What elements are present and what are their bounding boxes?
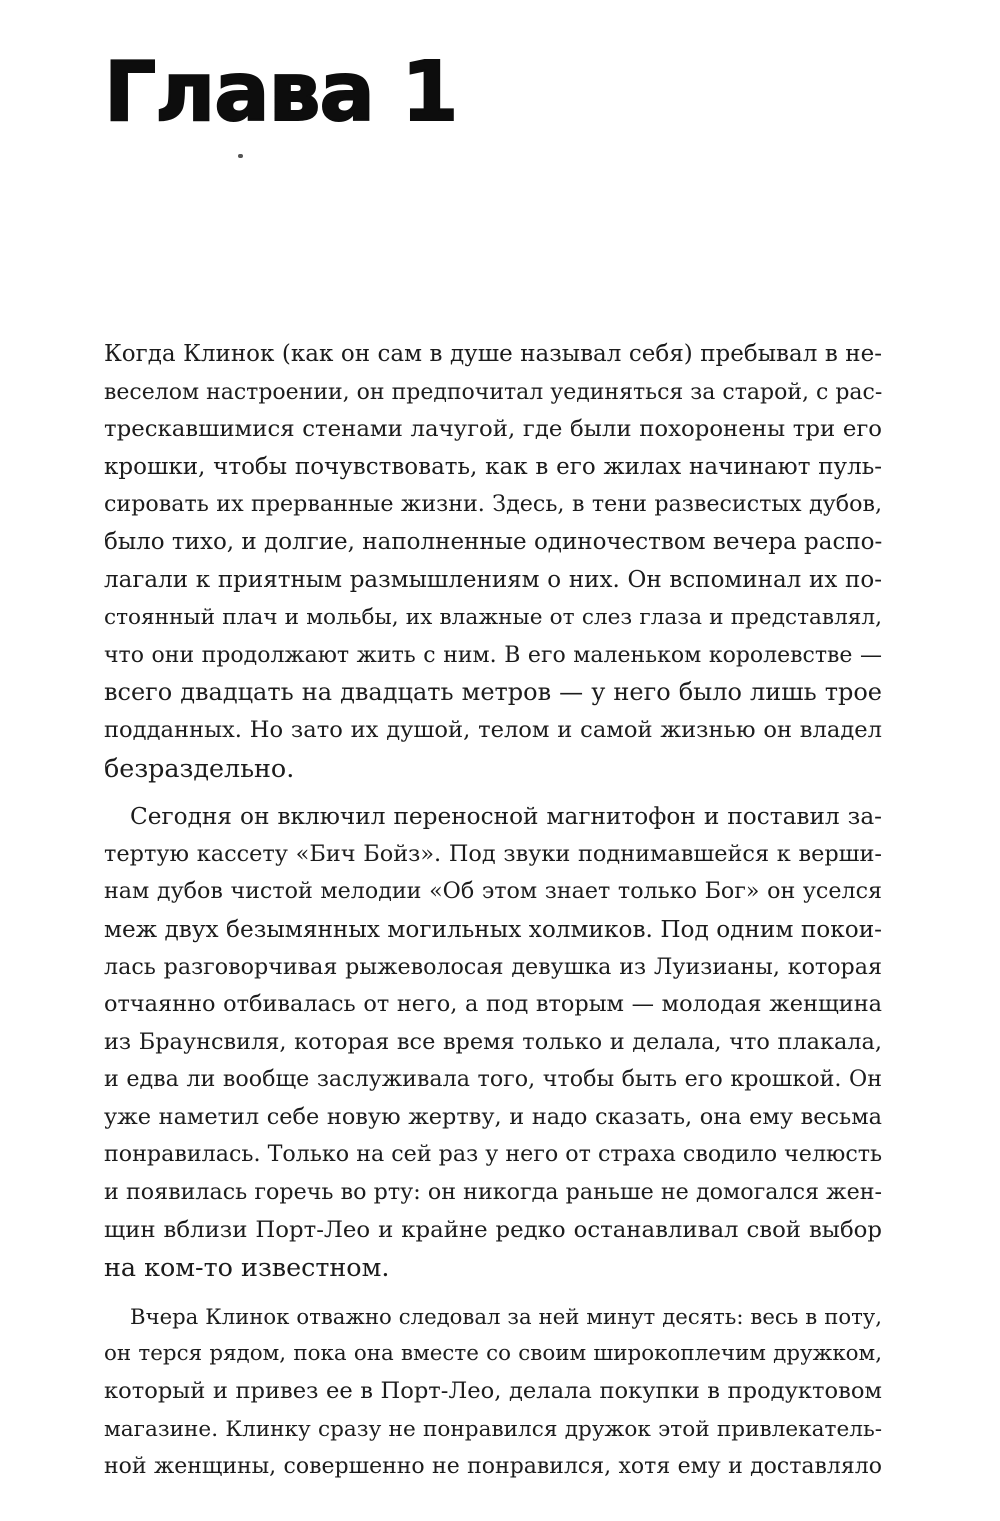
text-line: тертую кассету «Бич Бойз». Под звуки поднимавшейся к верши- <box>104 840 882 867</box>
text-line: отчаянно отбивалась от него, а под вторым — молодая женщина <box>104 991 882 1018</box>
text-line: на ком-то известном. <box>104 1252 390 1283</box>
text-line: щин вблизи Порт-Лео и крайне редко останавливал свой выбор <box>104 1216 882 1243</box>
paragraph <box>104 336 882 787</box>
text-line: подданных. Но зато их душой, телом и самой жизнью он владел <box>104 716 882 743</box>
text-line: меж двух безымянных могильных холмиков. Под одним покои- <box>104 915 882 943</box>
paragraph <box>104 798 882 1287</box>
text-line: стоянный плач и мольбы, их влажные от слез глаза и представлял, <box>104 605 882 631</box>
text-line: ной женщины, совершенно не понравился, хотя ему и доставляло <box>104 1454 882 1480</box>
text-line: трескавшимися стенами лачугой, где были похоронены три его <box>104 416 882 443</box>
paragraph <box>104 1298 882 1486</box>
text-line: он терся рядом, пока она вместе со своим широкоплечим дружком, <box>104 1341 882 1367</box>
text-line: веселом настроении, он предпочитал уединяться за старой, с рас- <box>104 379 883 405</box>
text-line: всего двадцать на двадцать метров — у него было лишь трое <box>104 678 882 707</box>
text-line: магазине. Клинку сразу не понравился дружок этой привлекатель- <box>104 1416 882 1442</box>
text-line: было тихо, и долгие, наполненные одиночеством вечера распо- <box>104 528 883 555</box>
text-line: понравилась. Только на сей раз у него от страха сводило челюсть <box>104 1141 883 1168</box>
text-line: безраздельно. <box>104 752 295 783</box>
text-line: нам дубов чистой мелодии «Об этом знает только Бог» он уселся <box>104 878 882 905</box>
paragraph-spacer <box>104 787 882 798</box>
text-line: и едва ли вообще заслуживала того, чтобы быть его крошкой. Он <box>104 1066 882 1093</box>
text-line: Сегодня он включил переносной магнитофон и поставил за- <box>130 803 882 831</box>
text-line: сировать их прерванные жизни. Здесь, в тени развесистых дубов, <box>104 491 882 518</box>
text-line: крошки, чтобы почувствовать, как в его жилах начинают пуль- <box>104 453 882 480</box>
text-line: уже наметил себе новую жертву, и надо сказать, она ему весьма <box>104 1103 882 1130</box>
text-line: лась разговорчивая рыжеволосая девушка из Луизианы, которая <box>104 953 882 980</box>
print-speck <box>238 154 243 158</box>
text-line: Когда Клинок (как он сам в душе называл себя) пребывал в не- <box>104 341 882 367</box>
text-line: и появилась горечь во рту: он никогда раньше не домогался жен- <box>104 1179 882 1206</box>
text-line: из Браунсвиля, которая все время только и делала, что плакала, <box>104 1028 882 1055</box>
chapter-title: Глава 1 <box>104 45 458 140</box>
text-line: Вчера Клинок отважно следовал за ней минут десять: весь в поту, <box>130 1303 882 1329</box>
chapter-body <box>104 336 882 1486</box>
paragraph-spacer <box>104 1287 882 1298</box>
text-line: лагали к приятным размышлениям о них. Он вспоминал их по- <box>104 566 882 593</box>
text-line: который и привез ее в Порт-Лео, делала покупки в продуктовом <box>104 1378 882 1405</box>
text-line: что они продолжают жить с ним. В его маленьком королевстве — <box>104 642 882 668</box>
